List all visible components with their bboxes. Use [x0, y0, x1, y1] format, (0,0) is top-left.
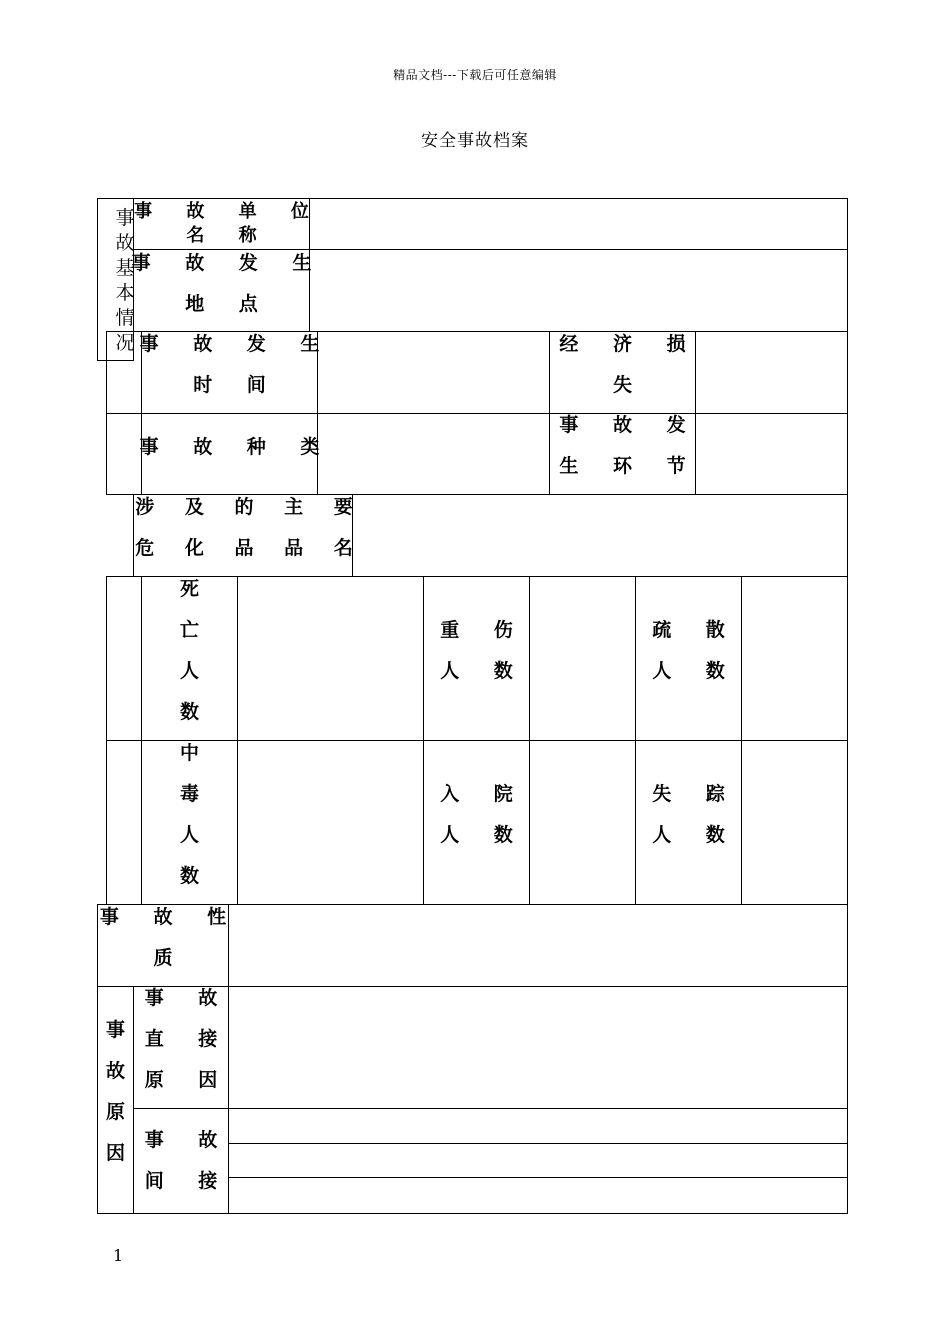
value-poisoned[interactable]	[238, 741, 423, 904]
label-accident-link: 事 故 发 生 环 节	[559, 414, 700, 477]
value-hospitalized[interactable]	[530, 741, 635, 904]
label-economic-loss: 经 济 损 失	[559, 333, 700, 396]
label-hospitalized: 入 院 人 数	[440, 783, 527, 846]
label-poisoned: 中 毒 人 数	[179, 742, 199, 887]
label-direct-cause: 事 故 直 接 原 因	[144, 987, 232, 1091]
value-direct-cause[interactable]	[229, 987, 847, 1108]
label-missing: 失 踪 人 数	[652, 783, 739, 846]
section-char: 况	[115, 332, 135, 354]
value-indirect-cause-line-3[interactable]	[229, 1178, 847, 1213]
value-deaths[interactable]	[238, 577, 423, 740]
value-chemicals[interactable]	[353, 495, 847, 576]
label-time: 事 故 发 生 时 间	[139, 333, 334, 396]
value-accident-nature[interactable]	[229, 905, 847, 986]
label-unit-name: 事 故 单 位 名 称	[134, 201, 323, 246]
value-economic-loss[interactable]	[696, 332, 847, 413]
value-indirect-cause-line-2[interactable]	[229, 1144, 847, 1177]
value-location[interactable]	[310, 250, 847, 331]
value-indirect-cause-line-1[interactable]	[229, 1109, 847, 1143]
value-accident-type[interactable]	[318, 414, 549, 494]
value-evacuated[interactable]	[742, 577, 847, 740]
label-accident-nature: 事 故 性 质	[99, 906, 241, 969]
section-cause: 事 故 原 因	[105, 1019, 125, 1164]
section-char: 情	[115, 307, 135, 329]
label-location: 事 故 发 生 地 点	[131, 252, 326, 315]
value-unit-name[interactable]	[310, 199, 847, 249]
section-char: 故	[115, 232, 135, 254]
value-serious-injury[interactable]	[530, 577, 635, 740]
label-serious-injury: 重 伤 人 数	[440, 619, 527, 682]
value-accident-link[interactable]	[696, 414, 847, 494]
label-indirect-cause: 事 故 间 接	[144, 1129, 232, 1192]
label-evacuated: 疏 散 人 数	[652, 619, 739, 682]
label-accident-type: 事 故 种 类	[139, 435, 334, 458]
page-header: 精品文档---下载后可任意编辑	[393, 68, 557, 82]
value-time[interactable]	[318, 332, 549, 413]
value-missing[interactable]	[742, 741, 847, 904]
document-title: 安全事故档案	[421, 131, 529, 151]
label-chemicals: 涉 及 的 主 要 危 化 品 品 名	[135, 496, 365, 559]
label-deaths: 死 亡 人 数	[179, 578, 199, 723]
section-char: 本	[115, 282, 135, 304]
section-char: 基	[115, 257, 135, 279]
page-number: 1	[113, 1246, 124, 1265]
section-char: 事	[115, 207, 135, 229]
